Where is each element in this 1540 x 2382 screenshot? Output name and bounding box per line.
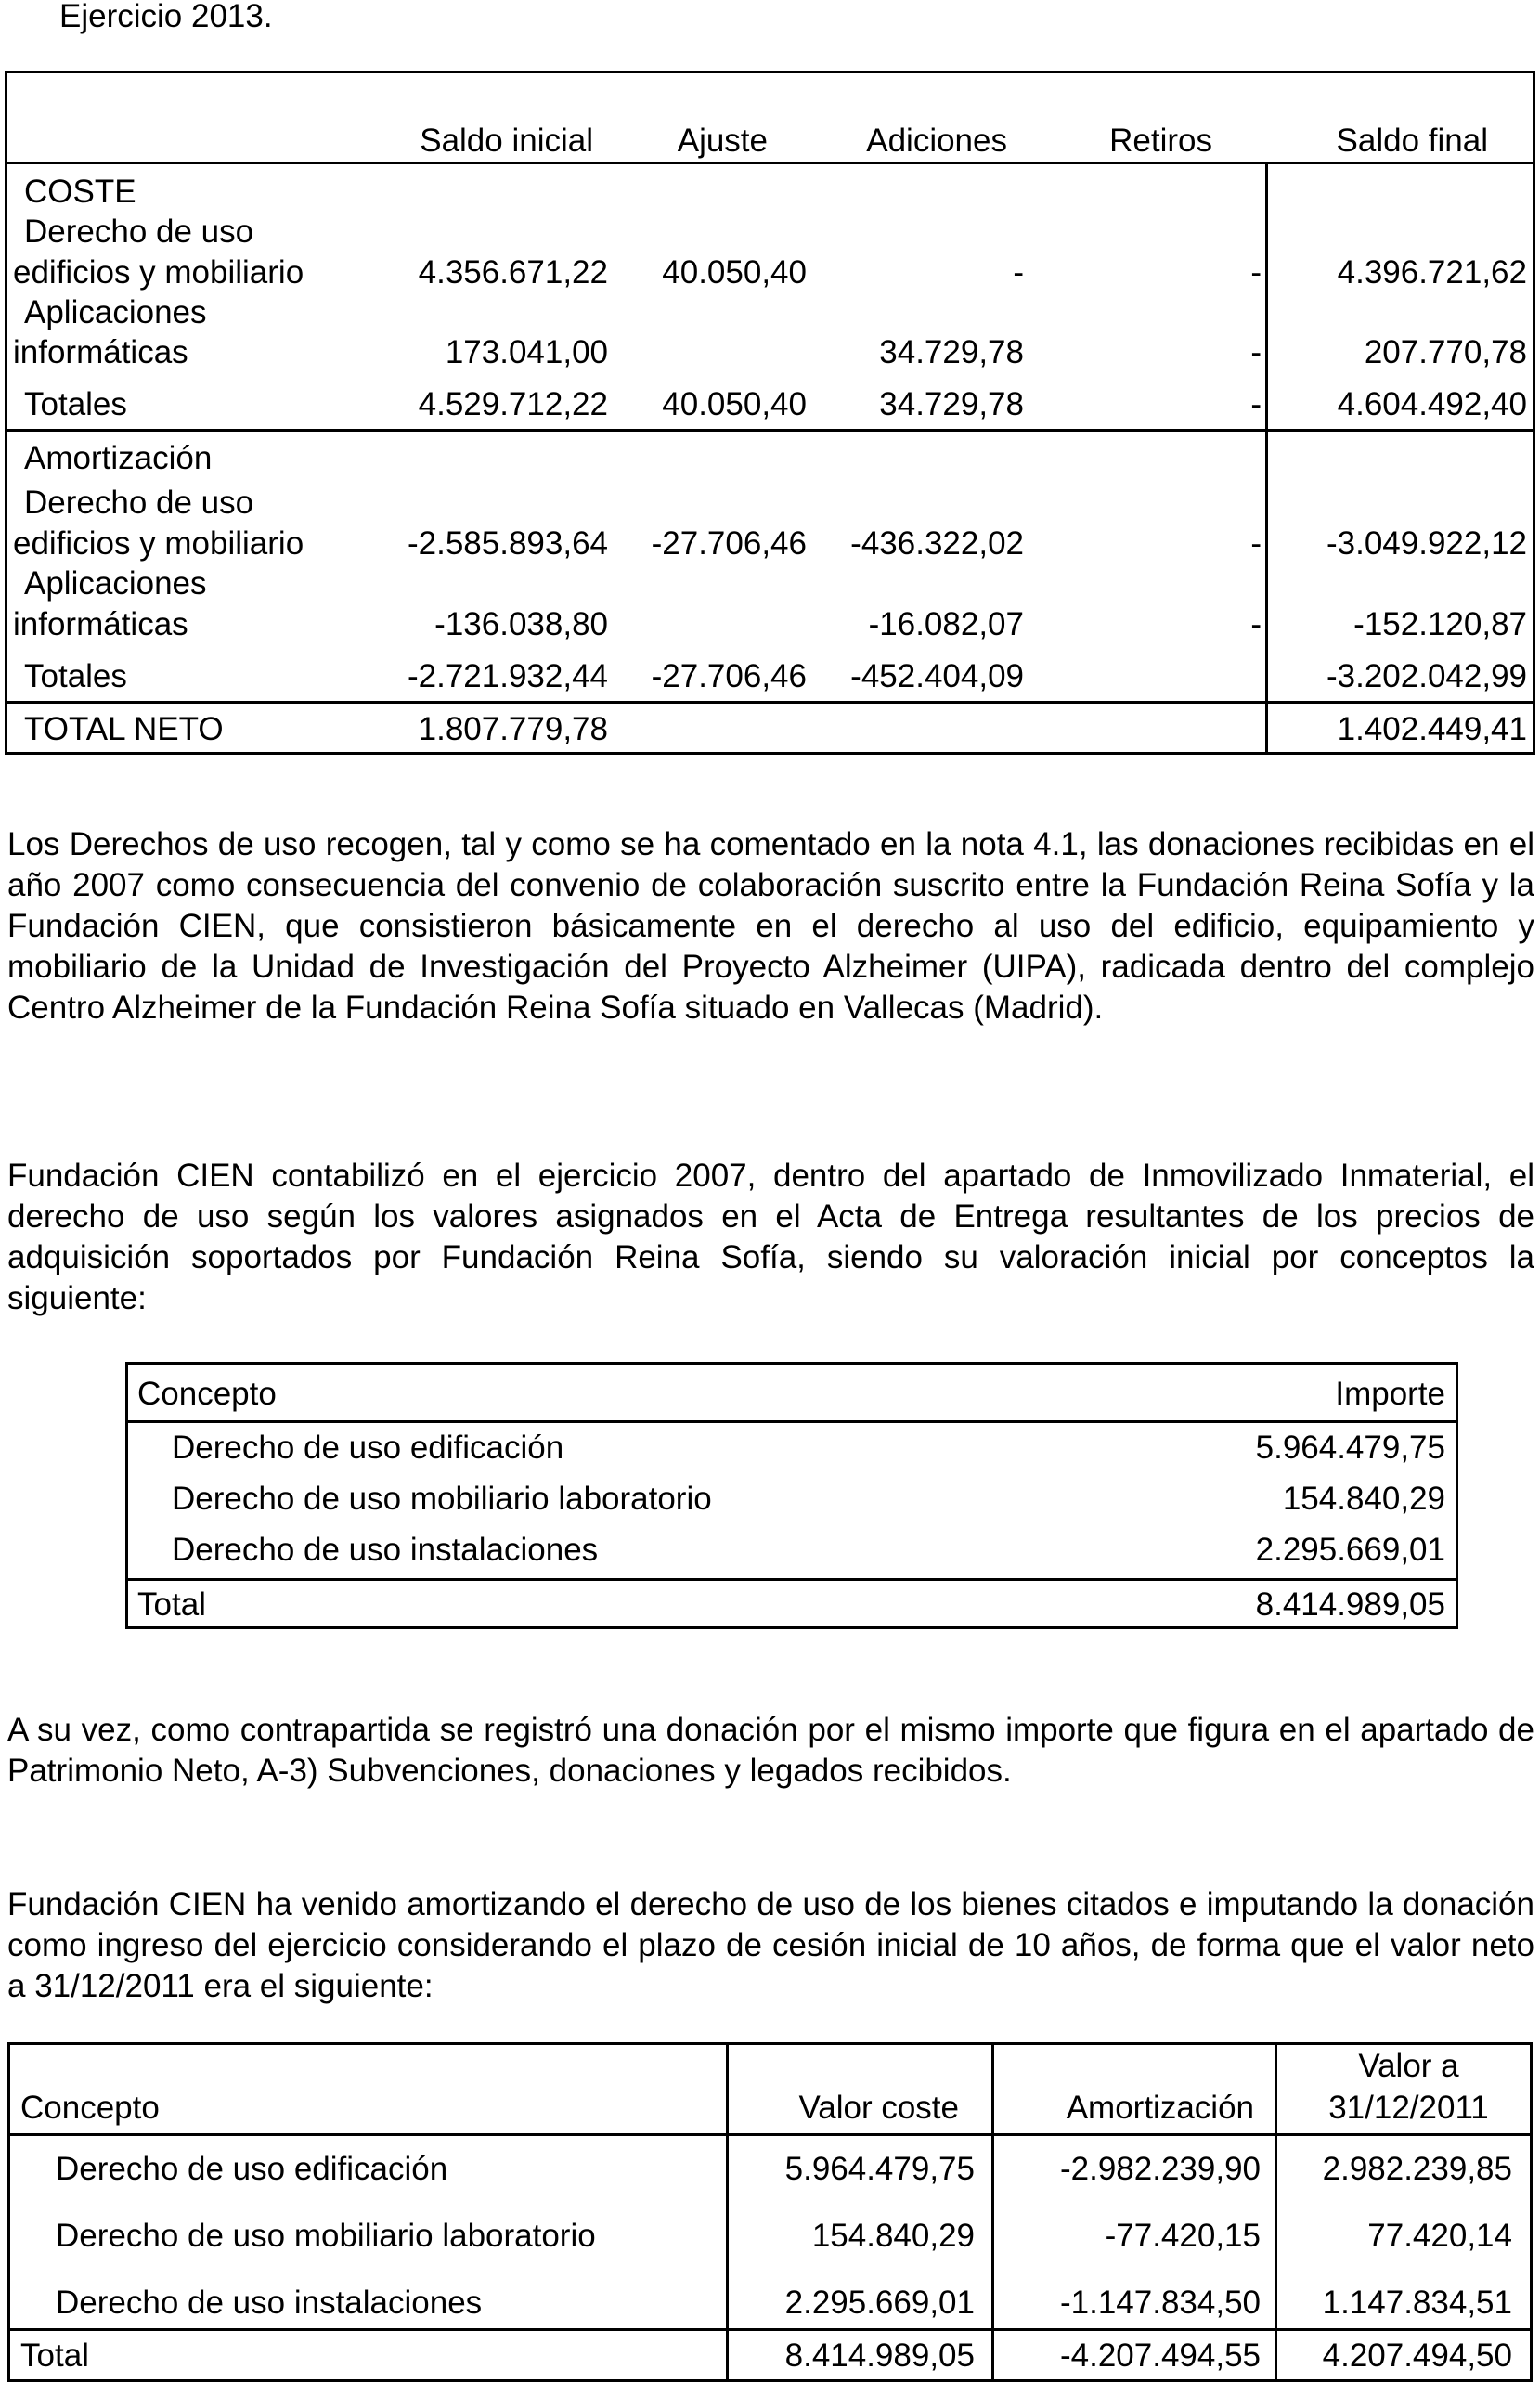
cell-adiciones: -436.322,02: [850, 525, 1024, 562]
table-row-concept: Derecho de uso mobiliario laboratorio: [56, 2218, 596, 2254]
net-total-label: TOTAL NETO: [24, 711, 224, 747]
divider: [5, 701, 1535, 704]
cell-adiciones: 34.729,78: [879, 386, 1024, 422]
col-header-saldo-inicial: Saldo inicial: [420, 123, 593, 159]
cell-ajuste: 40.050,40: [662, 254, 807, 291]
cell-saldo-inicial: -2.585.893,64: [407, 525, 608, 562]
paragraph-amortizacion: Fundación CIEN ha venido amortizando el derecho de uso de los bienes citados e imputando la donación como ingreso del ejercicio considerando el plazo de cesión inicial de 10 años, de forma que el valor neto a 31/12/2011 era el siguiente:: [7, 1886, 1534, 2004]
cell-saldo-inicial: 1.807.779,78: [418, 711, 608, 747]
divider: [1265, 162, 1268, 755]
col-header-concepto: Concepto: [20, 2090, 160, 2126]
table-row-amount: 2.295.669,01: [1255, 1532, 1445, 1568]
col-header-valor-fecha: 31/12/2011: [1328, 2090, 1489, 2126]
col-header-amortizacion: Amortización: [1066, 2090, 1254, 2126]
cell-saldo-inicial: 4.529.712,22: [418, 386, 608, 422]
table-row-concept: Derecho de uso instalaciones: [56, 2285, 483, 2321]
col-header-importe: Importe: [1335, 1376, 1445, 1412]
cell-saldo-inicial: -2.721.932,44: [407, 658, 608, 694]
divider: [125, 1578, 1458, 1581]
table-row-concept: Derecho de uso edificación: [172, 1430, 564, 1466]
table-row-value: 2.982.239,85: [1322, 2151, 1512, 2187]
cell-retiros: -: [1250, 606, 1262, 642]
divider: [5, 162, 1535, 164]
table-total-amount: 8.414.989,05: [1255, 1586, 1445, 1623]
row-label: Aplicaciones: [24, 294, 207, 330]
table-row-value: 77.420,14: [1367, 2218, 1512, 2254]
cell-saldo-final: -3.049.922,12: [1326, 525, 1527, 562]
col-header-valor: Valor a: [1358, 2048, 1459, 2084]
cell-saldo-final: 207.770,78: [1364, 334, 1527, 370]
col-header-ajuste: Ajuste: [677, 123, 768, 159]
table-row-amort: -1.147.834,50: [1059, 2285, 1261, 2321]
divider: [7, 2328, 1533, 2331]
divider: [991, 2042, 994, 2382]
col-header-saldo-final: Saldo final: [1336, 123, 1488, 159]
table-row-value: 1.147.834,51: [1322, 2285, 1512, 2321]
row-label: informáticas: [13, 334, 188, 370]
cell-saldo-final: 1.402.449,41: [1337, 711, 1527, 747]
paragraph-derechos-uso: Los Derechos de uso recogen, tal y como se ha comentado en la nota 4.1, las donaciones recibidas en el año 2007 como consecuencia del convenio de colaboración suscrito entre la Fundación Reina Sofía y la Fundación CIEN, que consistieron básicamente en el derecho al uso del edificio, equipamiento y mobiliario de la Unidad de Investigación del Proyecto Alzheimer (UIPA), radicada dentro del complejo Centro Alzheimer de la Fundación Reina Sofía situado en Vallecas (Madrid).: [7, 826, 1534, 1026]
table-total-label: Total: [20, 2337, 89, 2374]
divider: [7, 2133, 1533, 2136]
cell-retiros: -: [1250, 334, 1262, 370]
cell-retiros: -: [1250, 254, 1262, 291]
cell-saldo-final: 4.604.492,40: [1337, 386, 1527, 422]
col-header-valor-coste: Valor coste: [798, 2090, 959, 2126]
table-row-amount: 154.840,29: [1282, 1481, 1445, 1517]
paragraph-contrapartida: A su vez, como contrapartida se registró una donación por el mismo importe que figura en el apartado de Patrimonio Neto, A-3) Subvenciones, donaciones y legados recibidos.: [7, 1712, 1534, 1789]
cell-saldo-inicial: 4.356.671,22: [418, 254, 608, 291]
divider: [125, 1420, 1458, 1423]
table-row-concept: Derecho de uso edificación: [56, 2151, 448, 2187]
col-header-adiciones: Adiciones: [866, 123, 1007, 159]
totals-label: Totales: [24, 386, 127, 422]
table-row-concept: Derecho de uso mobiliario laboratorio: [172, 1481, 712, 1517]
paragraph-contabilizacion: Fundación CIEN contabilizó en el ejercicio 2007, dentro del apartado de Inmovilizado Inmaterial, el derecho de uso según los valores asignados en el Acta de Entrega resultantes de los precios de adquisición soportados por Fundación Reina Sofía, siendo su valoración inicial por conceptos la siguiente:: [7, 1158, 1534, 1316]
table-row-concept: Derecho de uso instalaciones: [172, 1532, 599, 1568]
col-header-retiros: Retiros: [1109, 123, 1212, 159]
cell-saldo-final: -3.202.042,99: [1326, 658, 1527, 694]
divider: [5, 429, 1535, 432]
section-title-coste: COSTE: [24, 174, 136, 210]
divider: [726, 2042, 729, 2382]
col-header-concepto: Concepto: [137, 1376, 277, 1412]
table-row-amount: 5.964.479,75: [1255, 1430, 1445, 1466]
table-total-value: 4.207.494,50: [1322, 2337, 1512, 2374]
row-label: edificios y mobiliario: [13, 525, 304, 562]
table-row-amort: -2.982.239,90: [1059, 2151, 1261, 2187]
table-total-label: Total: [137, 1586, 206, 1623]
cell-saldo-inicial: 173.041,00: [445, 334, 608, 370]
table-total-amort: -4.207.494,55: [1059, 2337, 1261, 2374]
row-label: edificios y mobiliario: [13, 254, 304, 291]
exercise-title: Ejercicio 2013.: [59, 0, 273, 34]
totals-label: Totales: [24, 658, 127, 694]
table-row-cost: 5.964.479,75: [784, 2151, 975, 2187]
cell-ajuste: -27.706,46: [651, 525, 807, 562]
cell-adiciones: -: [1013, 254, 1024, 291]
row-label: Aplicaciones: [24, 565, 207, 602]
row-label: Derecho de uso: [24, 214, 254, 250]
table-row-cost: 154.840,29: [811, 2218, 975, 2254]
cell-saldo-inicial: -136.038,80: [434, 606, 608, 642]
cell-retiros: -: [1250, 386, 1262, 422]
row-label: informáticas: [13, 606, 188, 642]
section-title-amortizacion: Amortización: [24, 440, 213, 476]
cell-adiciones: -16.082,07: [868, 606, 1024, 642]
cell-ajuste: 40.050,40: [662, 386, 807, 422]
table-row-amort: -77.420,15: [1105, 2218, 1261, 2254]
row-label: Derecho de uso: [24, 485, 254, 521]
cell-adiciones: -452.404,09: [850, 658, 1024, 694]
cell-ajuste: -27.706,46: [651, 658, 807, 694]
table-total-cost: 8.414.989,05: [784, 2337, 975, 2374]
cell-saldo-final: -152.120,87: [1353, 606, 1527, 642]
table-row-cost: 2.295.669,01: [784, 2285, 975, 2321]
cell-adiciones: 34.729,78: [879, 334, 1024, 370]
cell-saldo-final: 4.396.721,62: [1337, 254, 1527, 291]
cell-retiros: -: [1250, 525, 1262, 562]
